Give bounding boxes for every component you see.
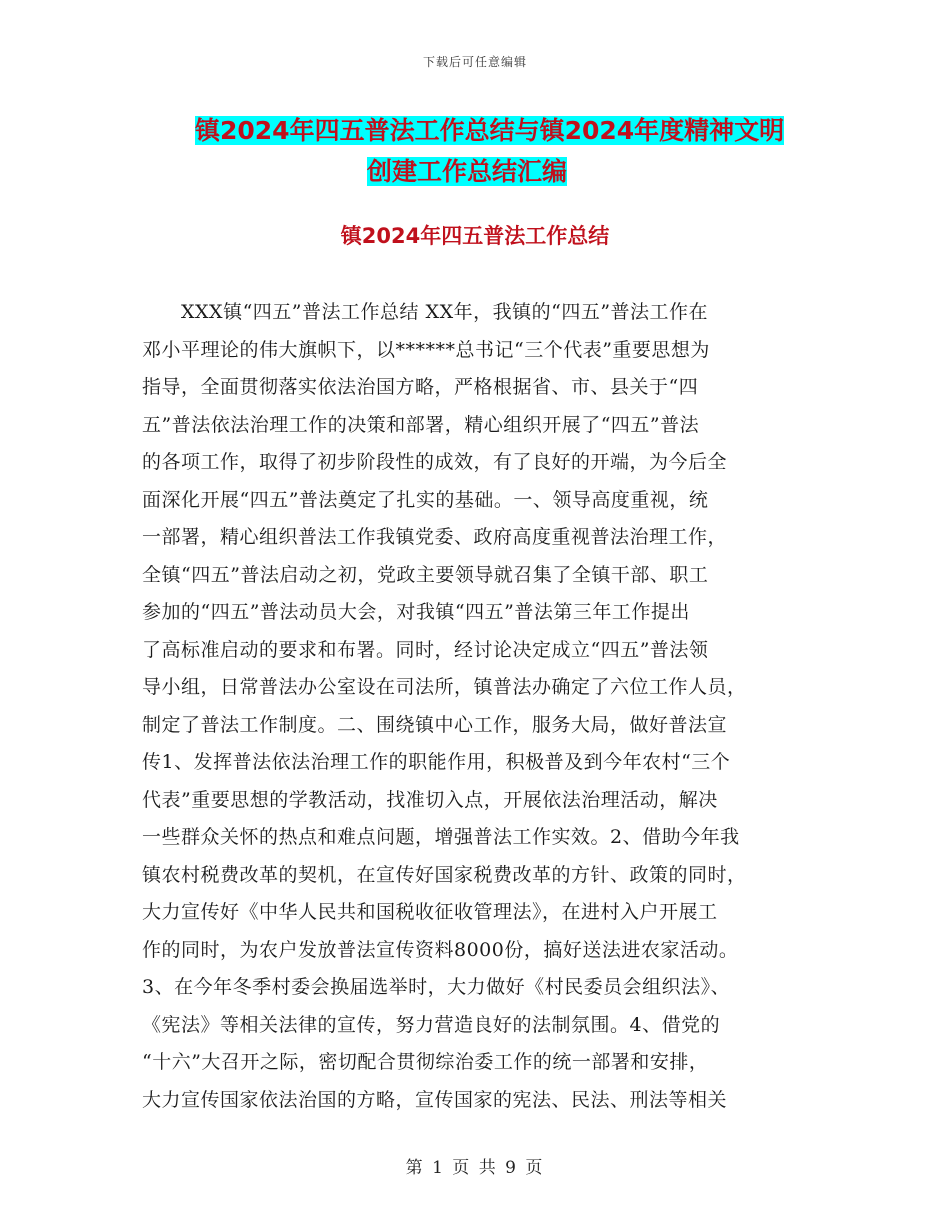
body-line: 代表”重要思想的学教活动，找准切入点，开展依法治理活动，解决: [142, 788, 718, 811]
body-line: 了高标准启动的要求和布署。同时，经讨论决定成立“四五”普法领: [142, 638, 709, 661]
body-line: 大力宣传国家依法治国的方略，宣传国家的宪法、民法、刑法等相关: [142, 1088, 728, 1111]
body-line: 邓小平理论的伟大旗帜下，以******总书记“三个代表”重要思想为: [142, 338, 710, 361]
body-line: 五”普法依法治理工作的决策和部署，精心组织开展了“四五”普法: [142, 413, 700, 436]
document-title: [195, 110, 805, 192]
body-line: “十六”大召开之际，密切配合贯彻综治委工作的统一部署和安排，: [142, 1051, 709, 1073]
body-line: 大力宣传好《中华人民共和国税收征收管理法》，在进村入户开展工: [142, 901, 718, 923]
header-note: 下载后可任意编辑: [422, 55, 527, 69]
title-line-2-text: 创建工作总结汇编: [367, 157, 568, 186]
document-title-line-1: [195, 110, 805, 151]
title-line-1-text: 镇2024年四五普法工作总结与镇2024年度精神文明: [195, 116, 785, 145]
body-line: 《宪法》等相关法律的宣传，努力营造良好的法制氛围。4、借党的: [142, 1013, 721, 1036]
body-line: 的各项工作，取得了初步阶段性的成效，有了良好的开端，为今后全: [142, 451, 728, 473]
body-line: 制定了普法工作制度。二、围绕镇中心工作，服务大局，做好普法宣: [142, 713, 728, 736]
page-footer: 第 1 页 共 9 页: [405, 1158, 545, 1178]
body-line: 全镇“四五”普法启动之初，党政主要领导就召集了全镇干部、职工: [142, 563, 709, 586]
body-line: 镇农村税费改革的契机，在宣传好国家税费改革的方针、政策的同时，: [142, 863, 747, 886]
body-text: [142, 294, 812, 1119]
body-line: 作的同时，为农户发放普法宣传资料8000份，搞好送法进农家活动。: [142, 938, 739, 961]
section-title: 镇2024年四五普法工作总结: [340, 224, 610, 248]
body-line: 一些群众关怀的热点和难点问题，增强普法工作实效。2、借助今年我: [142, 826, 740, 848]
body-line: 参加的“四五”普法动员大会，对我镇“四五”普法第三年工作提出: [142, 601, 690, 623]
body-line: XXX镇“四五”普法工作总结 XX年，我镇的“四五”普法工作在: [142, 301, 709, 323]
body-line: 传1、发挥普法依法治理工作的职能作用，积极普及到今年农村“三个: [142, 751, 731, 773]
body-line: 导小组，日常普法办公室设在司法所，镇普法办确定了六位工作人员，: [142, 676, 747, 698]
body-line: 一部署，精心组织普法工作我镇党委、政府高度重视普法治理工作，: [142, 526, 728, 548]
body-line: 3、在今年冬季村委会换届选举时，大力做好《村民委员会组织法》、: [142, 976, 731, 998]
document-title-line-2: [195, 151, 805, 192]
body-line: 指导，全面贯彻落实依法治国方略，严格根据省、市、县关于“四: [142, 376, 699, 398]
body-line: 面深化开展“四五”普法奠定了扎实的基础。一、领导高度重视，统: [142, 488, 709, 511]
